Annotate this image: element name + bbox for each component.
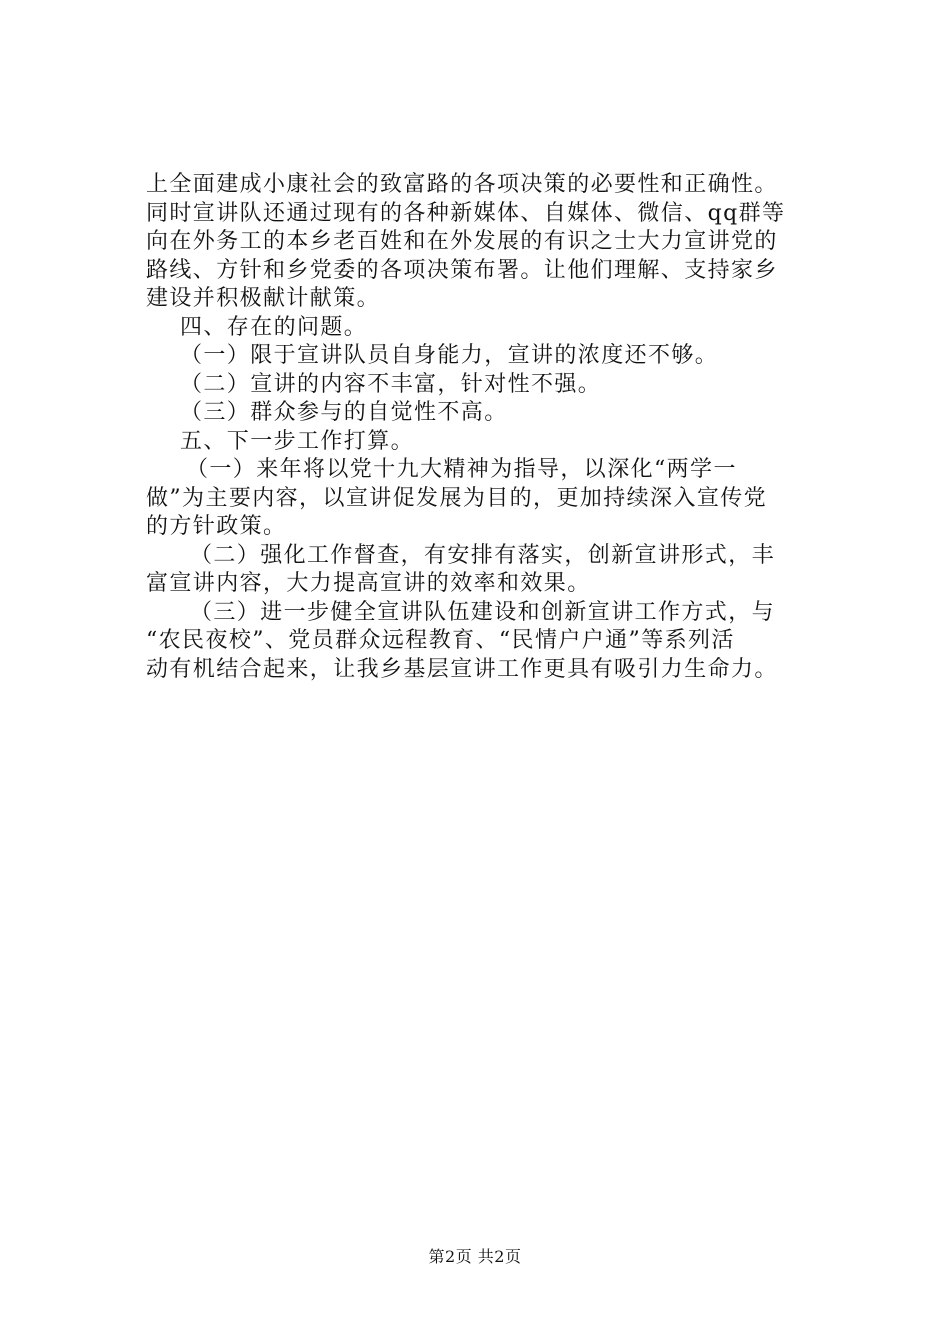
list-item: （一）限于宣讲队员自身能力，宣讲的浓度还不够。 (180, 343, 719, 368)
body-line: 做”为主要内容，以宣讲促发展为目的，更加持续深入宣传党 (146, 485, 768, 511)
body-line: 富宣讲内容，大力提高宣讲的效率和效果。 (146, 571, 591, 596)
body-line: 的方针政策。 (146, 514, 287, 539)
page-number-footer: 第2页 共2页 (428, 1247, 522, 1266)
list-item: （一）来年将以党十九大精神为指导，以深化“两学一 (186, 457, 737, 482)
list-item: （二）强化工作督查，有安排有落实，创新宣讲形式，丰 (190, 542, 776, 568)
section-heading: 五、下一步工作打算。 (180, 428, 415, 454)
body-line: 向在外务工的本乡老百姓和在外发展的有识之士大力宣讲党的 (146, 229, 778, 254)
document-body (146, 171, 836, 684)
list-item: （三）群众参与的自觉性不高。 (180, 400, 508, 425)
body-line: 路线、方针和乡党委的各项决策布署。让他们理解、支持家乡 (146, 257, 778, 283)
body-line: 动有机结合起来，让我乡基层宣讲工作更具有吸引力生命力。 (146, 656, 778, 682)
body-line: 建设并积极献计献策。 (146, 286, 381, 311)
body-line: 同时宣讲队还通过现有的各种新媒体、自媒体、微信、qq群等 (146, 200, 786, 226)
body-line: 上全面建成小康社会的致富路的各项决策的必要性和正确性。 (146, 172, 778, 197)
list-item: （二）宣讲的内容不丰富，针对性不强。 (180, 371, 602, 397)
section-heading: 四、存在的问题。 (180, 314, 368, 340)
body-line: “农民夜校”、党员群众远程教育、“民情户户通”等系列活 (146, 628, 735, 653)
list-item: （三）进一步健全宣讲队伍建设和创新宣讲工作方式，与 (190, 599, 776, 625)
